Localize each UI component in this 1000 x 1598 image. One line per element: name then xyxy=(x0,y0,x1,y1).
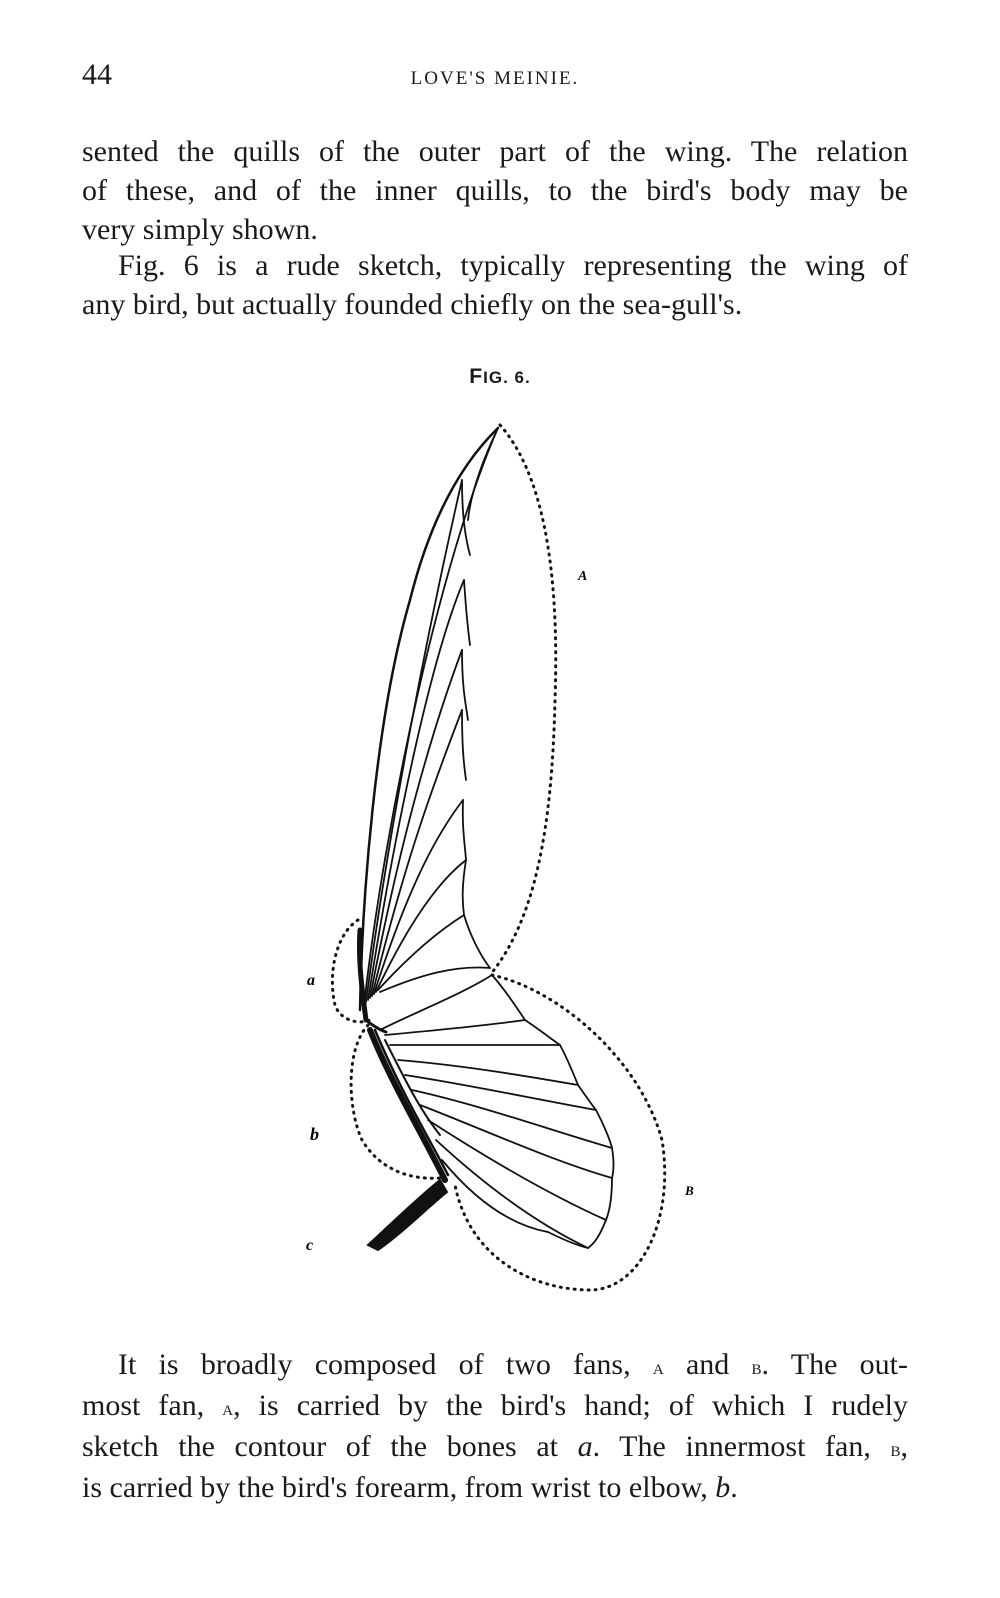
fan-reference: a xyxy=(222,1395,234,1420)
page-number: 44 xyxy=(82,58,112,91)
text-run: sketch the contour of the bones at xyxy=(82,1430,578,1463)
text-line: very simply shown. xyxy=(82,213,318,246)
fan-a-outline xyxy=(490,425,556,975)
text-line xyxy=(82,1386,908,1427)
text-line: sented the quills of the outer part of the wing. The relation xyxy=(82,135,908,168)
label-bone-a: a xyxy=(307,972,315,989)
text-run: . xyxy=(730,1471,738,1504)
text-run: most fan, xyxy=(82,1389,223,1422)
text-line xyxy=(82,1427,908,1468)
page-header xyxy=(82,58,908,98)
paragraph-2 xyxy=(82,246,908,324)
label-bone-b: b xyxy=(310,1124,319,1144)
figure-caption xyxy=(0,365,1000,389)
paragraph-1 xyxy=(82,132,908,249)
upper-arm-bone xyxy=(368,1180,447,1250)
bone-b-outline xyxy=(351,1025,440,1178)
text-line: Fig. 6 is a rude sketch, typically representing the wing of xyxy=(118,249,908,282)
text-run: It is broadly composed of two fans, xyxy=(118,1348,653,1381)
bone-reference: b xyxy=(715,1471,731,1504)
wing-figure xyxy=(0,400,1000,1300)
text-run: , is carried by the bird's hand; of which I rudely xyxy=(233,1389,908,1422)
caption-rest: IG. 6. xyxy=(483,368,531,387)
caption-initial: F xyxy=(469,365,484,388)
fan-reference: a xyxy=(652,1354,664,1379)
running-head: LOVE'S MEINIE. xyxy=(410,68,580,89)
bone-reference: a xyxy=(577,1430,593,1463)
text-run: . The out- xyxy=(761,1348,908,1381)
text-run: is carried by the bird's forearm, from wrist to elbow, xyxy=(82,1471,716,1504)
text-line: of these, and of the inner quills, to the bird's body may be xyxy=(82,174,908,207)
text-line: any bird, but actually founded chiefly on the sea-gull's. xyxy=(82,288,743,321)
text-run: , xyxy=(900,1430,908,1463)
text-line xyxy=(82,1345,908,1386)
fan-reference: b xyxy=(890,1436,901,1461)
text-run: . The innermost fan, xyxy=(592,1430,891,1463)
text-run: and xyxy=(663,1348,752,1381)
label-fan-b: B xyxy=(685,1183,694,1198)
label-bone-c: c xyxy=(306,1237,314,1254)
fan-reference: b xyxy=(751,1354,762,1379)
forearm-bones xyxy=(370,1030,445,1180)
paragraph-3 xyxy=(82,1345,908,1507)
text-line xyxy=(82,1468,908,1507)
label-fan-a: A xyxy=(578,569,588,584)
